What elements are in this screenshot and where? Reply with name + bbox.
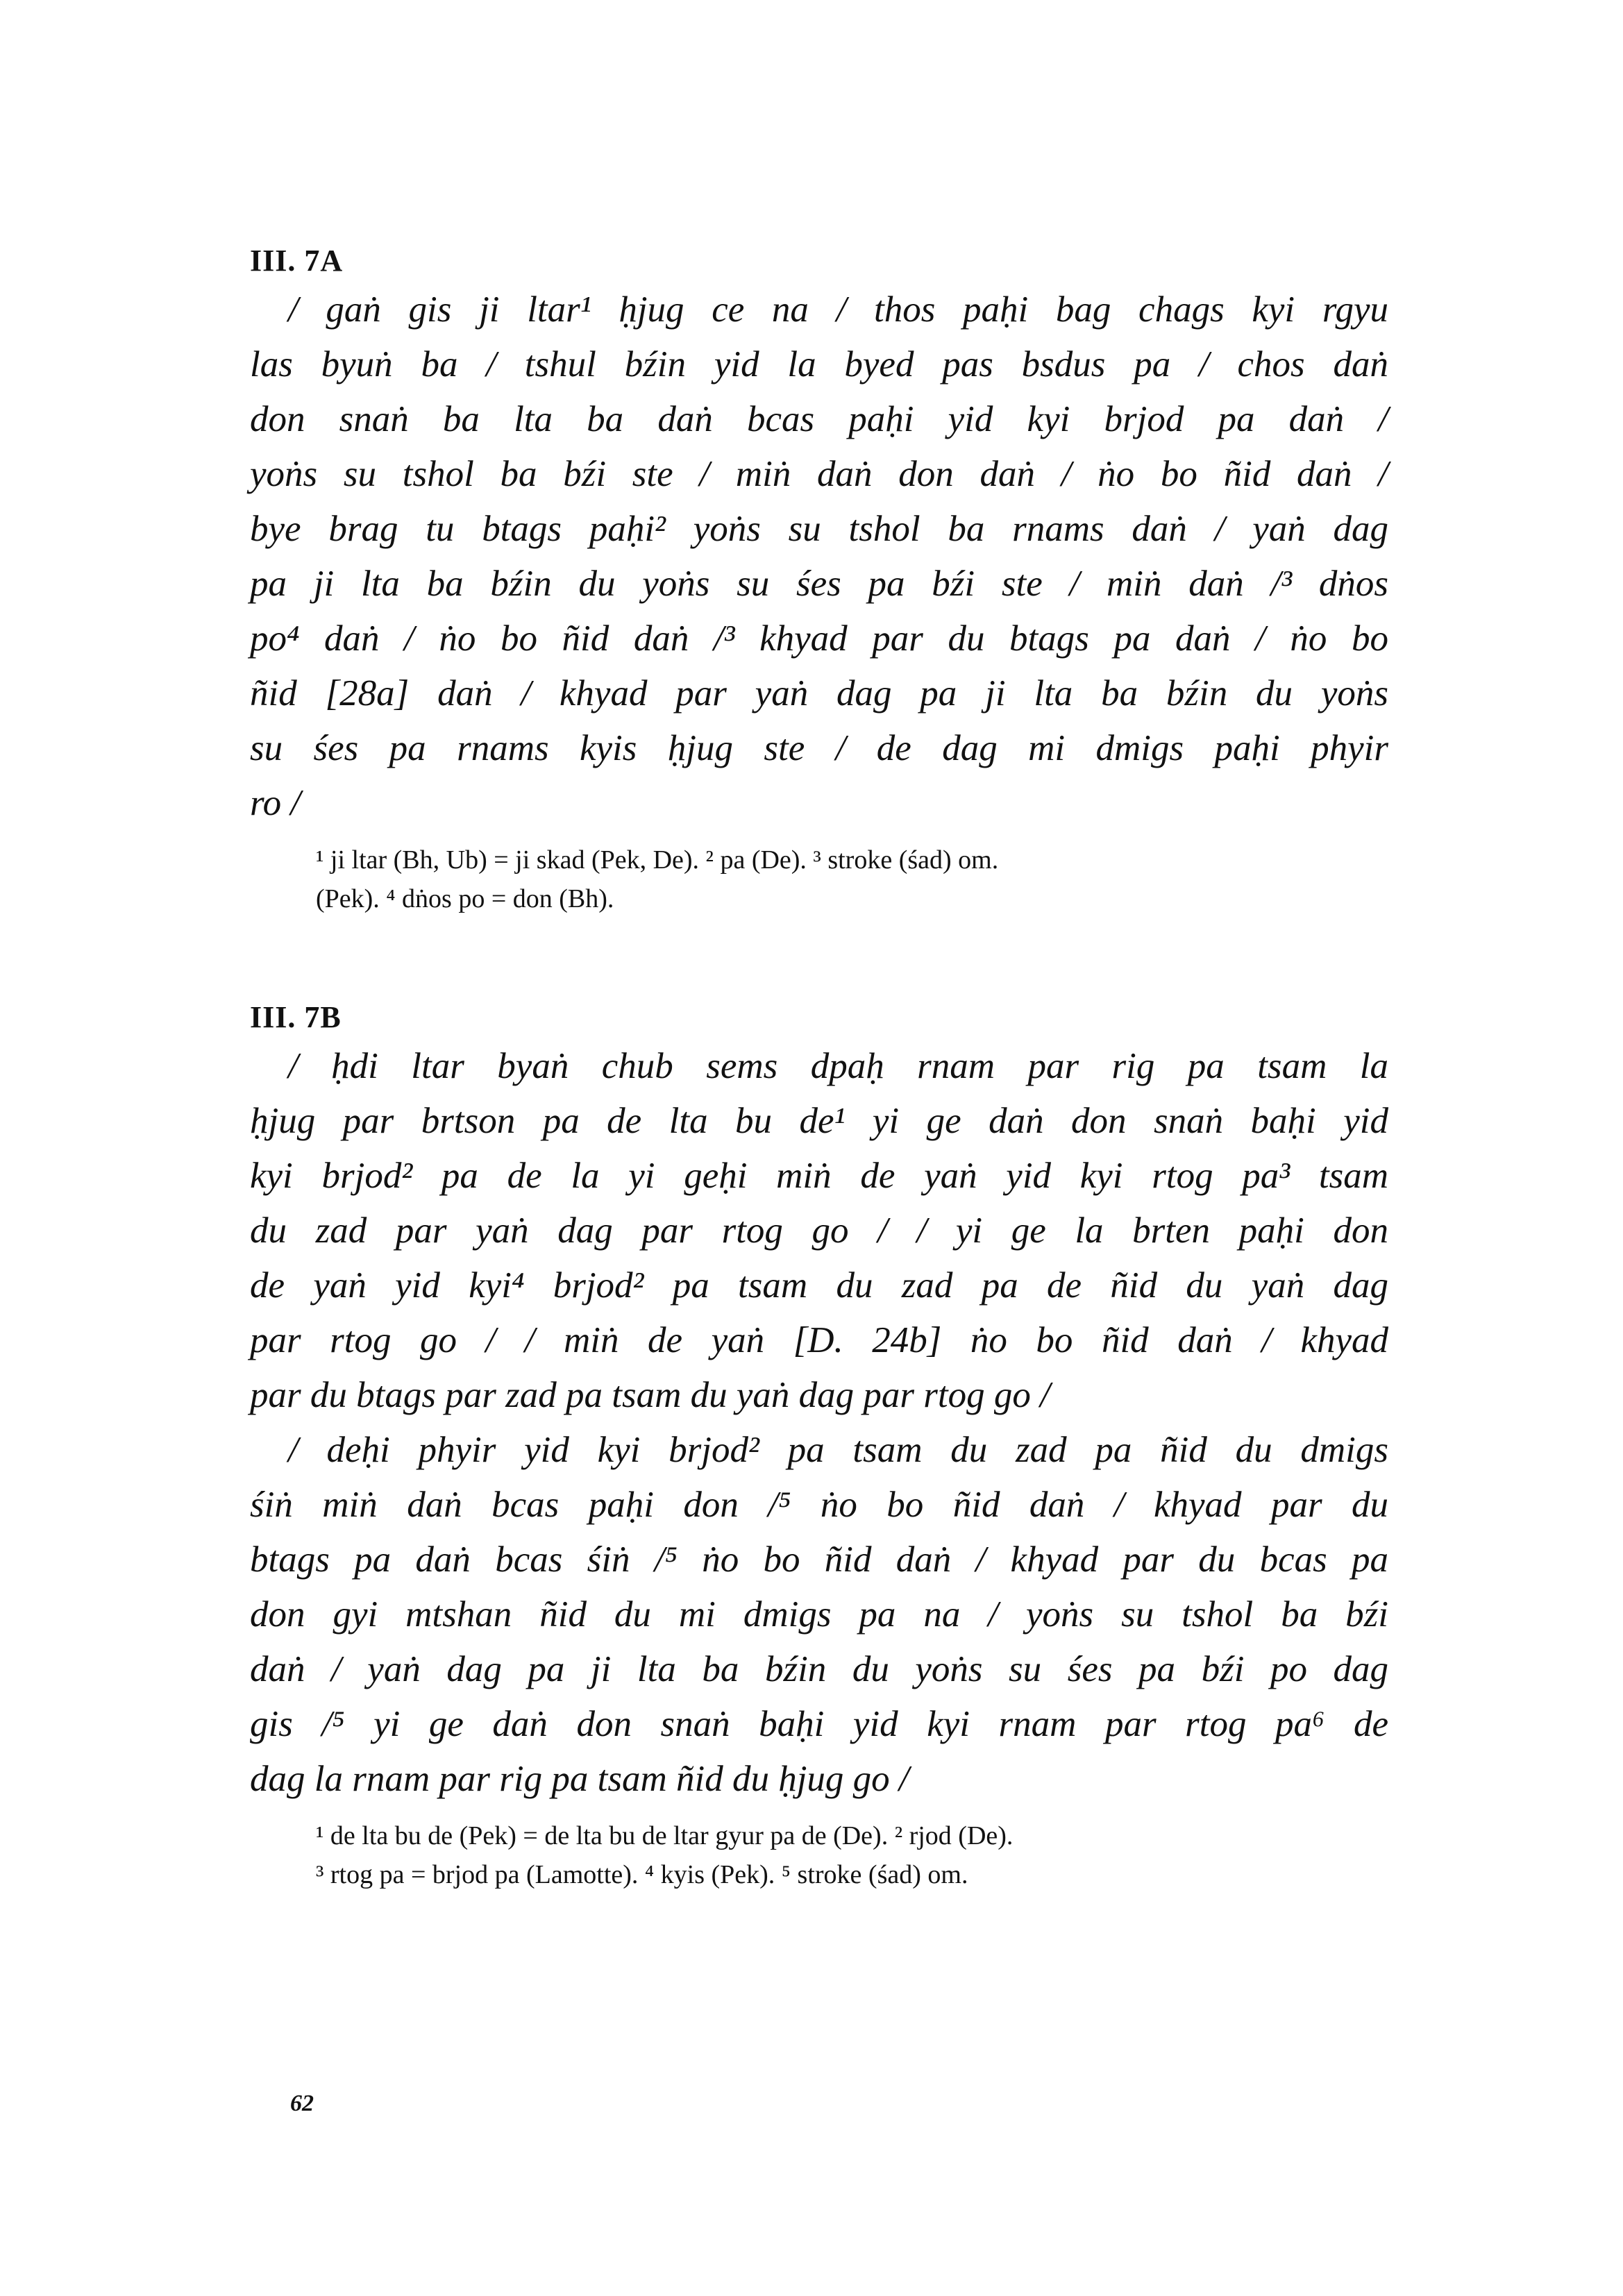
- text-line: śiṅ miṅ daṅ bcas paḥi don /⁵ ṅo bo ñid daṅ / khyad par du: [250, 1485, 1388, 1525]
- text-line: ro /: [250, 783, 301, 823]
- section-3-7b: [250, 999, 1388, 1894]
- text-line: ñid [28a] daṅ / khyad par yaṅ dag pa ji lta ba bźin du yoṅs: [250, 673, 1388, 714]
- section-heading: III. 7A: [250, 244, 344, 278]
- page-number: 62: [290, 2091, 314, 2116]
- text-line: / deḥi phyir yid kyi brjod² pa tsam du zad pa ñid du dmigs: [288, 1430, 1388, 1470]
- text-line: pa ji lta ba bźin du yoṅs su śes pa bźi ste / miṅ daṅ /³ dṅos: [250, 564, 1388, 604]
- text-line: btags pa daṅ bcas śiṅ /⁵ ṅo bo ñid daṅ / khyad par du bcas pa: [250, 1539, 1388, 1580]
- section-text: [250, 282, 1388, 831]
- text-line: don gyi mtshan ñid du mi dmigs pa na / yoṅs su tshol ba bźi: [250, 1594, 1388, 1635]
- section-heading: III. 7B: [250, 1000, 342, 1034]
- paragraph-2: [250, 1423, 1388, 1807]
- paragraph-1: [250, 1039, 1388, 1423]
- text-line: / gaṅ gis ji ltar¹ ḥjug ce na / thos paḥi bag chags kyi rgyu: [288, 289, 1388, 330]
- text-line: du zad par yaṅ dag par rtog go / / yi ge la brten paḥi don: [250, 1210, 1388, 1251]
- footnote-line: ³ rtog pa = brjod pa (Lamotte). ⁴ kyis (Pek). ⁵ stroke (śad) om.: [316, 1860, 968, 1889]
- text-line: kyi brjod² pa de la yi geḥi miṅ de yaṅ yid kyi rtog pa³ tsam: [250, 1156, 1388, 1196]
- section-3-7a: [250, 243, 1388, 918]
- footnotes: [250, 1816, 1388, 1894]
- text-line: dag la rnam par rig pa tsam ñid du ḥjug go /: [250, 1759, 909, 1799]
- text-line: ḥjug par brtson pa de lta bu de¹ yi ge daṅ don snaṅ baḥi yid: [250, 1101, 1388, 1141]
- text-line: po⁴ daṅ / ṅo bo ñid daṅ /³ khyad par du btags pa daṅ / ṅo bo: [250, 618, 1388, 659]
- footnote-line: ¹ de lta bu de (Pek) = de lta bu de ltar gyur pa de (De). ² rjod (De).: [316, 1821, 1014, 1850]
- text-line: don snaṅ ba lta ba daṅ bcas paḥi yid kyi brjod pa daṅ /: [250, 399, 1388, 439]
- footnote-line: ¹ ji ltar (Bh, Ub) = ji skad (Pek, De). ² pa (De). ³ stroke (śad) om.: [316, 845, 999, 875]
- text-line: de yaṅ yid kyi⁴ brjod² pa tsam du zad pa de ñid du yaṅ dag: [250, 1265, 1388, 1306]
- text-line: yoṅs su tshol ba bźi ste / miṅ daṅ don daṅ / ṅo bo ñid daṅ /: [250, 454, 1388, 494]
- text-line: daṅ / yaṅ dag pa ji lta ba bźin du yoṅs su śes pa bźi po dag: [250, 1649, 1388, 1689]
- text-line: / ḥdi ltar byaṅ chub sems dpaḥ rnam par rig pa tsam la: [288, 1046, 1388, 1086]
- text-line: bye brag tu btags paḥi² yoṅs su tshol ba rnams daṅ / yaṅ dag: [250, 509, 1388, 549]
- text-line: las byuṅ ba / tshul bźin yid la byed pas bsdus pa / chos daṅ: [250, 344, 1388, 385]
- text-line: su śes pa rnams kyis ḥjug ste / de dag mi dmigs paḥi phyir: [250, 728, 1388, 768]
- footnote-line: (Pek). ⁴ dṅos po = don (Bh).: [316, 884, 614, 913]
- text-line: par rtog go / / miṅ de yaṅ [D. 24b] ṅo bo ñid daṅ / khyad: [250, 1320, 1388, 1360]
- text-line: gis /⁵ yi ge daṅ don snaṅ baḥi yid kyi rnam par rtog pa⁶ de: [250, 1704, 1388, 1744]
- text-line: par du btags par zad pa tsam du yaṅ dag par rtog go /: [250, 1375, 1050, 1415]
- footnotes: [250, 841, 1388, 918]
